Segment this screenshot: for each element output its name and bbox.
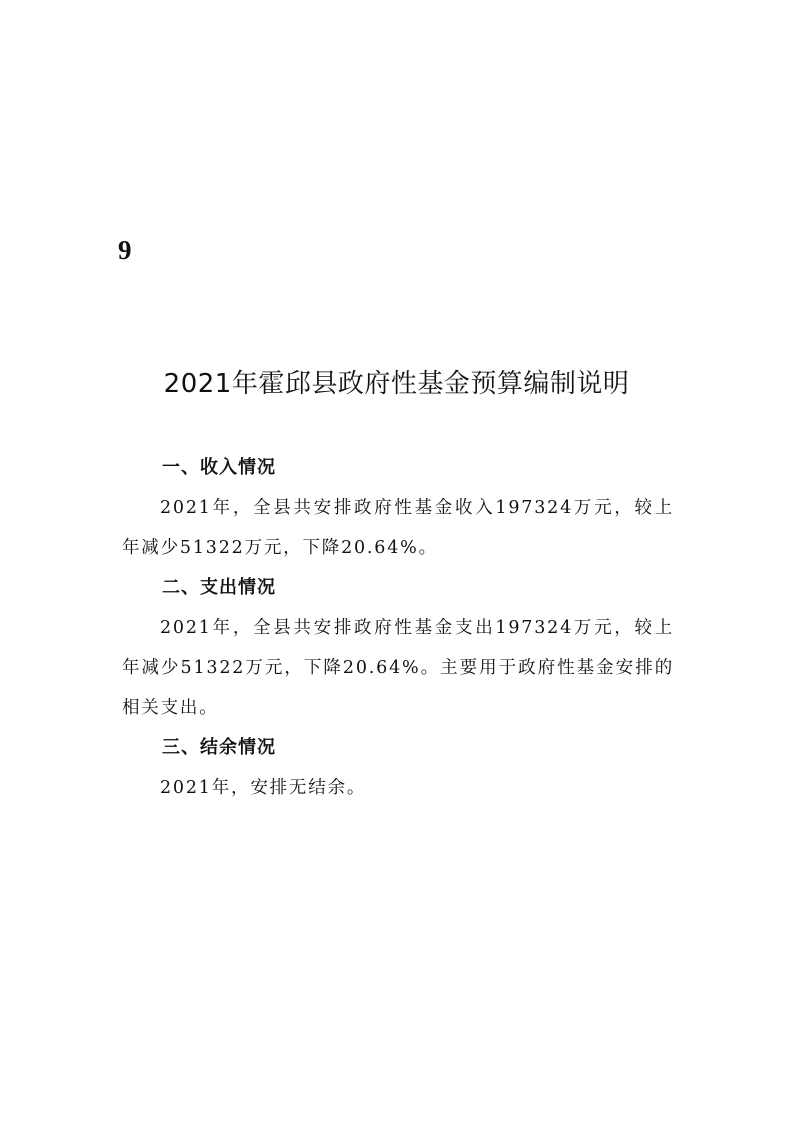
section-revenue [122,448,674,568]
document-title: 2021年霍邱县政府性基金预算编制说明 [163,369,630,399]
page-number: 9 [118,235,132,265]
document-body [122,448,674,808]
section-paragraph-balance: 2021年，安排无结余。 [160,778,367,798]
section-expenditure [122,568,674,728]
section-paragraph-expenditure: 2021年，全县共安排政府性基金支出197324万元，较上年减少51322万元，下降20.64%。主要用于政府性基金安排的相关支出。 [122,618,674,718]
section-heading-expenditure: 二、支出情况 [162,577,276,598]
section-paragraph-revenue: 2021年，全县共安排政府性基金收入197324万元，较上年减少51322万元，下降20.64%。 [122,498,674,558]
section-balance [122,728,674,808]
section-heading-balance: 三、结余情况 [162,737,276,758]
section-heading-revenue: 一、收入情况 [162,457,276,478]
